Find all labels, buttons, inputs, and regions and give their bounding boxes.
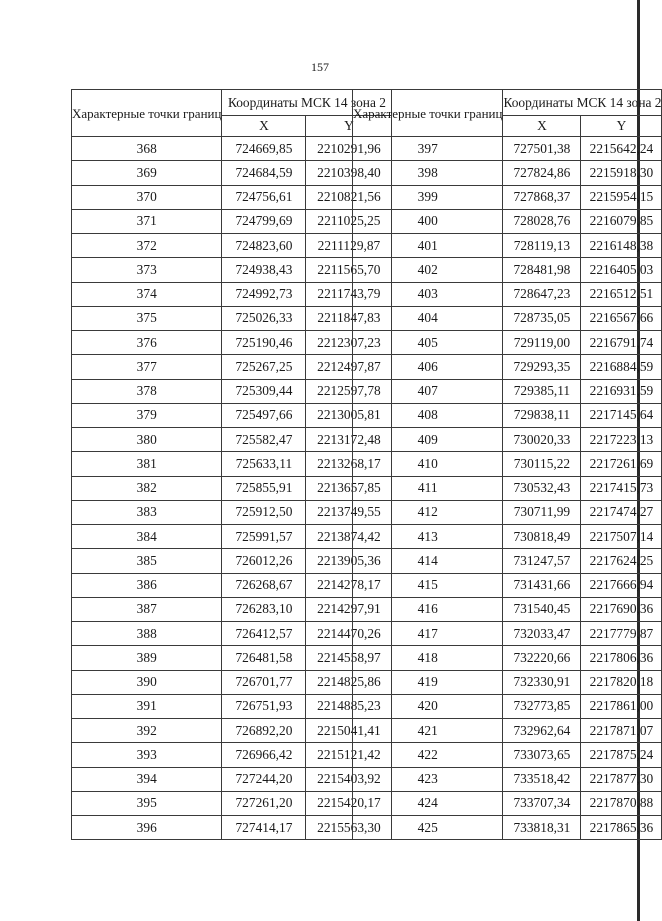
point-cell: 411 [353, 476, 503, 500]
point-cell: 371 [72, 209, 222, 233]
point-cell: 407 [353, 379, 503, 403]
y-cell: 2216405,03 [581, 258, 662, 282]
x-cell: 728647,23 [503, 282, 581, 306]
point-cell: 377 [72, 355, 222, 379]
left-table-body [72, 137, 392, 840]
table-row [72, 355, 392, 379]
table-row [353, 743, 662, 767]
point-cell: 369 [72, 161, 222, 185]
table-row [72, 331, 392, 355]
x-cell: 732330,91 [503, 670, 581, 694]
point-cell: 425 [353, 816, 503, 840]
table-row [72, 428, 392, 452]
x-cell: 727501,38 [503, 137, 581, 161]
y-cell: 2211743,79 [306, 282, 392, 306]
table-row [353, 379, 662, 403]
x-cell: 727244,20 [222, 767, 306, 791]
point-cell: 393 [72, 743, 222, 767]
point-cell: 390 [72, 670, 222, 694]
table-row [353, 258, 662, 282]
table-row [353, 767, 662, 791]
x-cell: 731247,57 [503, 549, 581, 573]
table-row [72, 500, 392, 524]
point-cell: 413 [353, 525, 503, 549]
x-cell: 725267,25 [222, 355, 306, 379]
y-cell: 2214297,91 [306, 597, 392, 621]
point-cell: 391 [72, 694, 222, 718]
y-cell: 2215041,41 [306, 719, 392, 743]
point-cell: 372 [72, 234, 222, 258]
x-cell: 726283,10 [222, 597, 306, 621]
y-cell: 2217865,36 [581, 816, 662, 840]
point-cell: 381 [72, 452, 222, 476]
x-cell: 730532,43 [503, 476, 581, 500]
x-cell: 732220,66 [503, 646, 581, 670]
x-cell: 725912,50 [222, 500, 306, 524]
table-row [353, 597, 662, 621]
y-cell: 2217870,88 [581, 791, 662, 815]
table-row [353, 185, 662, 209]
x-cell: 724823,60 [222, 234, 306, 258]
y-cell: 2215121,42 [306, 743, 392, 767]
x-cell: 725582,47 [222, 428, 306, 452]
y-cell: 2212597,78 [306, 379, 392, 403]
x-cell: 729119,00 [503, 331, 581, 355]
point-cell: 389 [72, 646, 222, 670]
point-cell: 410 [353, 452, 503, 476]
y-cell: 2214885,23 [306, 694, 392, 718]
point-cell: 380 [72, 428, 222, 452]
y-cell: 2214278,17 [306, 573, 392, 597]
y-cell: 2211129,87 [306, 234, 392, 258]
table-row [72, 743, 392, 767]
point-cell: 388 [72, 622, 222, 646]
x-header: X [222, 116, 306, 137]
x-cell: 726268,67 [222, 573, 306, 597]
table-row [72, 573, 392, 597]
x-cell: 725497,66 [222, 403, 306, 427]
point-cell: 397 [353, 137, 503, 161]
point-cell: 398 [353, 161, 503, 185]
point-cell: 373 [72, 258, 222, 282]
x-cell: 726966,42 [222, 743, 306, 767]
y-cell: 2215420,17 [306, 791, 392, 815]
y-cell: 2214558,97 [306, 646, 392, 670]
y-cell: 2210291,96 [306, 137, 392, 161]
point-cell: 368 [72, 137, 222, 161]
y-cell: 2216791,74 [581, 331, 662, 355]
table-row [72, 306, 392, 330]
table-row [72, 185, 392, 209]
y-cell: 2217875,24 [581, 743, 662, 767]
x-cell: 732962,64 [503, 719, 581, 743]
y-cell: 2217779,87 [581, 622, 662, 646]
y-cell: 2213749,55 [306, 500, 392, 524]
table-row [353, 670, 662, 694]
table-row [72, 670, 392, 694]
y-cell: 2215954,15 [581, 185, 662, 209]
x-cell: 724799,69 [222, 209, 306, 233]
y-cell: 2217415,73 [581, 476, 662, 500]
x-cell: 725855,91 [222, 476, 306, 500]
table-row [72, 597, 392, 621]
table-row [72, 694, 392, 718]
point-cell: 395 [72, 791, 222, 815]
table-row [353, 403, 662, 427]
table-row [353, 137, 662, 161]
table-row [72, 525, 392, 549]
x-cell: 726412,57 [222, 622, 306, 646]
point-cell: 402 [353, 258, 503, 282]
table-row [353, 209, 662, 233]
coords-header: Координаты МСК 14 зона 2 [222, 90, 392, 116]
x-cell: 726751,93 [222, 694, 306, 718]
point-cell: 403 [353, 282, 503, 306]
point-cell: 415 [353, 573, 503, 597]
x-cell: 725309,44 [222, 379, 306, 403]
table-row [72, 791, 392, 815]
x-cell: 731540,45 [503, 597, 581, 621]
x-header: X [503, 116, 581, 137]
y-cell: 2216567,66 [581, 306, 662, 330]
table-row [72, 622, 392, 646]
x-cell: 727414,17 [222, 816, 306, 840]
point-cell: 420 [353, 694, 503, 718]
table-row [72, 403, 392, 427]
table-row [353, 646, 662, 670]
table-row [72, 379, 392, 403]
x-cell: 725991,57 [222, 525, 306, 549]
x-cell: 728119,13 [503, 234, 581, 258]
y-cell: 2216148,38 [581, 234, 662, 258]
point-cell: 392 [72, 719, 222, 743]
y-cell: 2211025,25 [306, 209, 392, 233]
y-cell: 2217261,69 [581, 452, 662, 476]
x-cell: 729293,35 [503, 355, 581, 379]
x-cell: 726481,58 [222, 646, 306, 670]
x-cell: 724669,85 [222, 137, 306, 161]
table-row [72, 719, 392, 743]
x-cell: 725026,33 [222, 306, 306, 330]
point-cell: 414 [353, 549, 503, 573]
point-cell: 399 [353, 185, 503, 209]
point-cell: 423 [353, 767, 503, 791]
table-row [353, 476, 662, 500]
point-cell: 387 [72, 597, 222, 621]
point-cell: 424 [353, 791, 503, 815]
y-cell: 2216079,85 [581, 209, 662, 233]
point-cell: 384 [72, 525, 222, 549]
point-cell: 417 [353, 622, 503, 646]
y-cell: 2212497,87 [306, 355, 392, 379]
y-cell: 2217624,25 [581, 549, 662, 573]
x-cell: 732033,47 [503, 622, 581, 646]
table-row [72, 549, 392, 573]
table-row [72, 282, 392, 306]
point-cell: 378 [72, 379, 222, 403]
point-cell: 405 [353, 331, 503, 355]
coords-header: Координаты МСК 14 зона 2 [503, 90, 662, 116]
table-row [353, 622, 662, 646]
y-cell: 2217871,07 [581, 719, 662, 743]
table-row [353, 234, 662, 258]
table-row [353, 525, 662, 549]
y-cell: 2213268,17 [306, 452, 392, 476]
point-cell: 382 [72, 476, 222, 500]
point-cell: 419 [353, 670, 503, 694]
point-cell: 376 [72, 331, 222, 355]
x-cell: 726892,20 [222, 719, 306, 743]
point-cell: 374 [72, 282, 222, 306]
table-row [353, 500, 662, 524]
x-cell: 730020,33 [503, 428, 581, 452]
table-row [353, 161, 662, 185]
y-cell: 2216884,59 [581, 355, 662, 379]
table-row [353, 549, 662, 573]
y-cell: 2213874,42 [306, 525, 392, 549]
y-cell: 2217820,18 [581, 670, 662, 694]
table-row [72, 258, 392, 282]
x-cell: 733707,34 [503, 791, 581, 815]
points-header: Характерные точки границ [353, 90, 503, 137]
y-cell: 2217690,36 [581, 597, 662, 621]
point-cell: 385 [72, 549, 222, 573]
point-cell: 400 [353, 209, 503, 233]
y-cell: 2215918,30 [581, 161, 662, 185]
y-cell: 2215642,24 [581, 137, 662, 161]
y-cell: 2217861,00 [581, 694, 662, 718]
y-cell: 2217474,27 [581, 500, 662, 524]
y-cell: 2215403,92 [306, 767, 392, 791]
table-row [353, 306, 662, 330]
table-row [72, 767, 392, 791]
point-cell: 383 [72, 500, 222, 524]
table-row [72, 452, 392, 476]
point-cell: 404 [353, 306, 503, 330]
table-row [353, 428, 662, 452]
y-cell: 2217507,14 [581, 525, 662, 549]
y-cell: 2211847,83 [306, 306, 392, 330]
coordinates-table-left [71, 89, 392, 840]
y-cell: 2212307,23 [306, 331, 392, 355]
table-row [353, 282, 662, 306]
x-cell: 727261,20 [222, 791, 306, 815]
point-cell: 386 [72, 573, 222, 597]
y-cell: 2215563,30 [306, 816, 392, 840]
y-cell: 2213905,36 [306, 549, 392, 573]
point-cell: 408 [353, 403, 503, 427]
table-row [72, 476, 392, 500]
table-row [353, 791, 662, 815]
point-cell: 421 [353, 719, 503, 743]
y-cell: 2217806,36 [581, 646, 662, 670]
y-cell: 2216931,59 [581, 379, 662, 403]
x-cell: 732773,85 [503, 694, 581, 718]
y-cell: 2217223,13 [581, 428, 662, 452]
y-cell: 2214825,86 [306, 670, 392, 694]
x-cell: 730818,49 [503, 525, 581, 549]
x-cell: 725190,46 [222, 331, 306, 355]
x-cell: 727868,37 [503, 185, 581, 209]
x-cell: 733818,31 [503, 816, 581, 840]
x-cell: 727824,86 [503, 161, 581, 185]
y-cell: 2217666,94 [581, 573, 662, 597]
x-cell: 731431,66 [503, 573, 581, 597]
table-row [353, 573, 662, 597]
x-cell: 724684,59 [222, 161, 306, 185]
x-cell: 729385,11 [503, 379, 581, 403]
point-cell: 370 [72, 185, 222, 209]
x-cell: 725633,11 [222, 452, 306, 476]
x-cell: 726012,26 [222, 549, 306, 573]
point-cell: 394 [72, 767, 222, 791]
x-cell: 724992,73 [222, 282, 306, 306]
y-cell: 2216512,51 [581, 282, 662, 306]
y-cell: 2217145,64 [581, 403, 662, 427]
x-cell: 726701,77 [222, 670, 306, 694]
y-header: Y [306, 116, 392, 137]
table-row [72, 209, 392, 233]
x-cell: 730711,99 [503, 500, 581, 524]
point-cell: 409 [353, 428, 503, 452]
table-row [72, 161, 392, 185]
x-cell: 728481,98 [503, 258, 581, 282]
x-cell: 733518,42 [503, 767, 581, 791]
page-number: 157 [311, 60, 329, 74]
table-row [72, 646, 392, 670]
point-cell: 396 [72, 816, 222, 840]
table-row [353, 331, 662, 355]
table-row [72, 137, 392, 161]
y-cell: 2211565,70 [306, 258, 392, 282]
point-cell: 379 [72, 403, 222, 427]
y-cell: 2210398,40 [306, 161, 392, 185]
y-cell: 2213657,85 [306, 476, 392, 500]
table-row [72, 816, 392, 840]
point-cell: 418 [353, 646, 503, 670]
point-cell: 375 [72, 306, 222, 330]
table-row [353, 694, 662, 718]
table-row [72, 234, 392, 258]
x-cell: 728735,05 [503, 306, 581, 330]
point-cell: 422 [353, 743, 503, 767]
coordinates-table-right [352, 89, 662, 840]
x-cell: 733073,65 [503, 743, 581, 767]
x-cell: 724938,43 [222, 258, 306, 282]
table-row [353, 816, 662, 840]
x-cell: 728028,76 [503, 209, 581, 233]
point-cell: 416 [353, 597, 503, 621]
y-cell: 2213005,81 [306, 403, 392, 427]
point-cell: 406 [353, 355, 503, 379]
x-cell: 729838,11 [503, 403, 581, 427]
x-cell: 724756,61 [222, 185, 306, 209]
table-row [353, 719, 662, 743]
point-cell: 412 [353, 500, 503, 524]
y-cell: 2214470,26 [306, 622, 392, 646]
y-header: Y [581, 116, 662, 137]
x-cell: 730115,22 [503, 452, 581, 476]
y-cell: 2213172,48 [306, 428, 392, 452]
table-row [353, 452, 662, 476]
y-cell: 2217877,30 [581, 767, 662, 791]
point-cell: 401 [353, 234, 503, 258]
right-table-body [353, 137, 662, 840]
table-row [353, 355, 662, 379]
y-cell: 2210821,56 [306, 185, 392, 209]
points-header: Характерные точки границ [72, 90, 222, 137]
